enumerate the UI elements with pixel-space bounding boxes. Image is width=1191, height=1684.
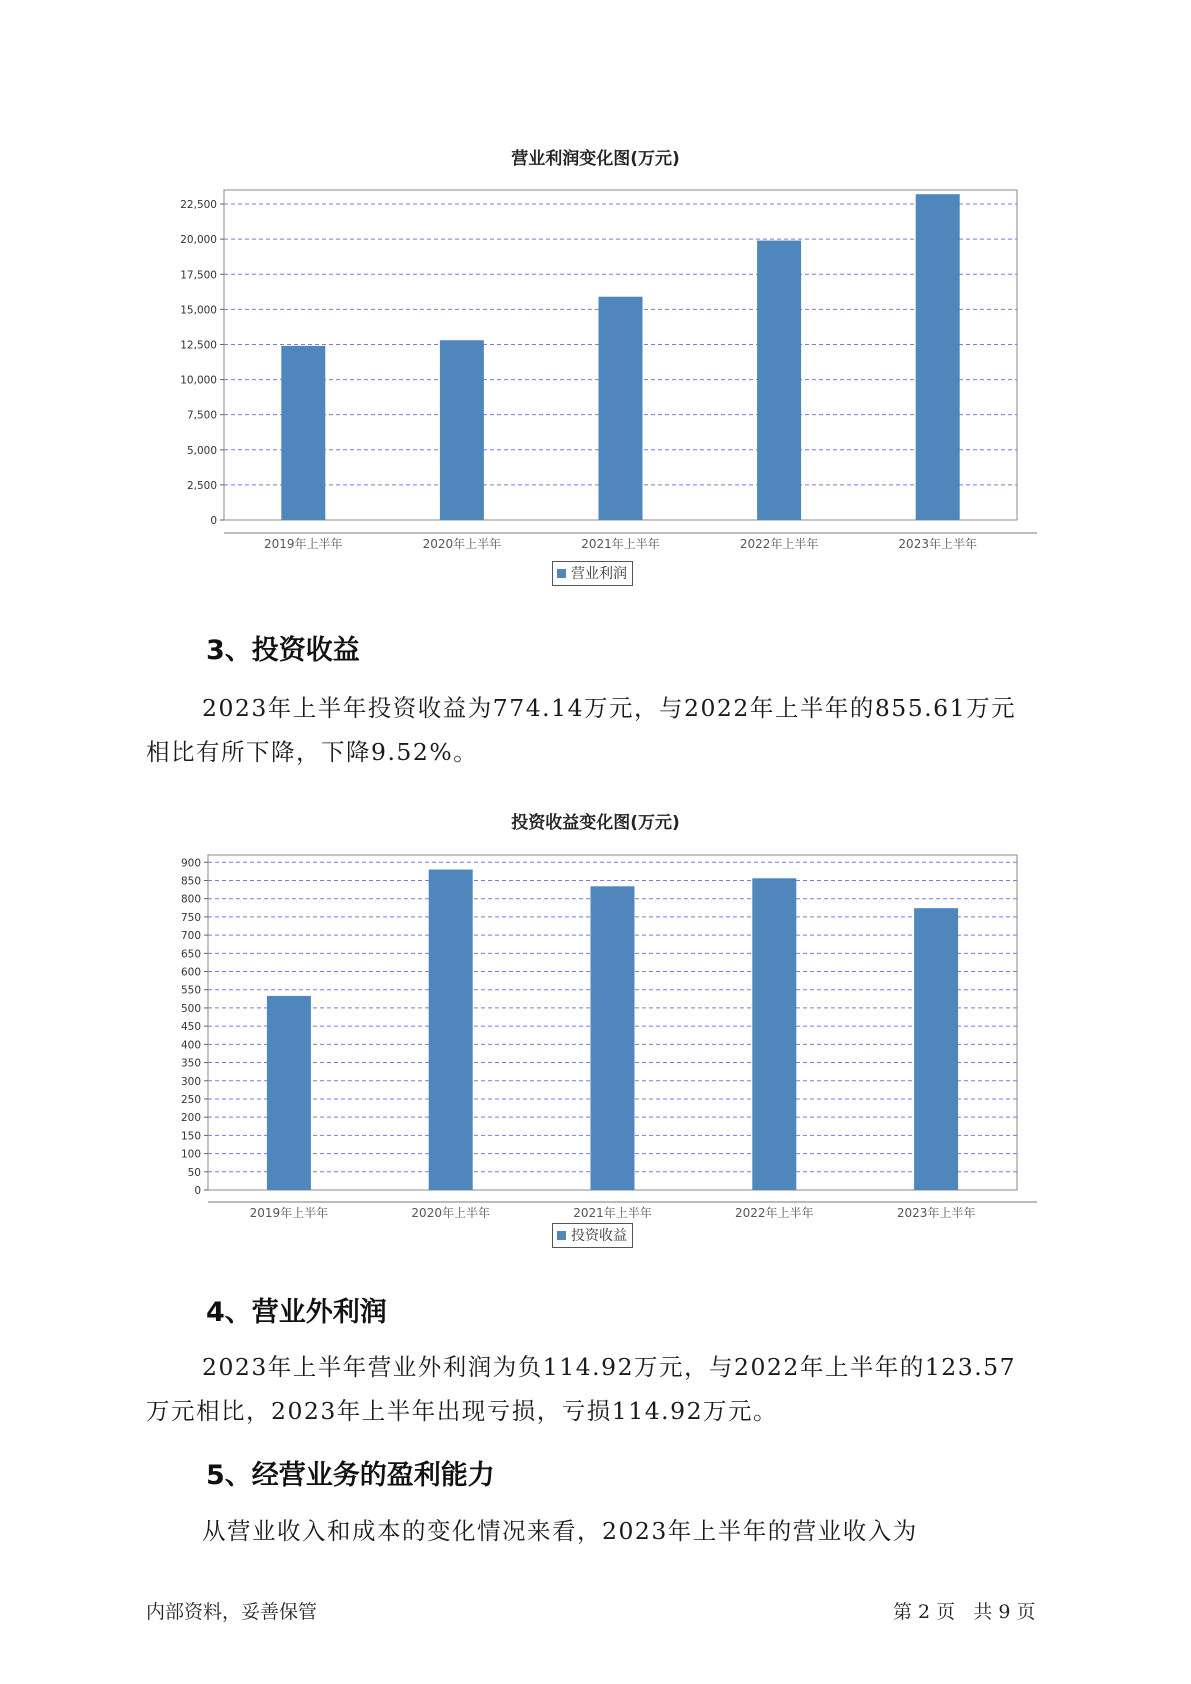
y-tick-label: 7,500	[186, 409, 217, 422]
y-tick-label: 700	[180, 930, 201, 943]
y-tick-label: 750	[180, 911, 201, 924]
x-tick-label: 2022年上半年	[739, 537, 819, 551]
y-tick-label: 800	[180, 893, 201, 906]
y-tick-label: 550	[180, 984, 201, 997]
y-tick-label: 12,500	[180, 339, 217, 352]
y-tick-label: 400	[180, 1039, 201, 1052]
y-tick-label: 17,500	[180, 269, 217, 282]
legend-label: 投资收益	[571, 1228, 627, 1244]
x-tick-label: 2019年上半年	[249, 1206, 329, 1220]
paragraph-line: 相比有所下降，下降9.52%。	[146, 738, 479, 766]
y-tick-label: 20,000	[180, 234, 217, 247]
y-tick-label: 0	[194, 1185, 201, 1197]
x-tick-label: 2023年上半年	[898, 537, 977, 551]
y-tick-label: 500	[180, 1002, 201, 1015]
chart-title: 投资收益变化图(万元)	[511, 813, 680, 833]
section-heading-profitability: 5、经营业务的盈利能力	[206, 1460, 495, 1491]
x-tick-label: 2020年上半年	[422, 537, 502, 551]
y-tick-label: 300	[180, 1075, 201, 1088]
bar	[914, 908, 958, 1190]
section-heading-investment-income: 3、投资收益	[206, 635, 360, 666]
bar	[752, 878, 796, 1190]
y-tick-label: 200	[180, 1112, 201, 1125]
y-tick-label: 0	[210, 515, 217, 527]
paragraph-line: 2023年上半年营业外利润为负114.92万元，与2022年上半年的123.57	[202, 1353, 1017, 1381]
x-tick-label: 2019年上半年	[264, 537, 343, 551]
y-tick-label: 250	[180, 1093, 201, 1106]
y-tick-label: 10,000	[180, 374, 217, 387]
paragraph-line: 2023年上半年投资收益为774.14万元，与2022年上半年的855.61万元	[202, 694, 1017, 722]
footer-confidential-note: 内部资料，妥善保管	[146, 1601, 318, 1623]
y-tick-label: 650	[180, 948, 201, 961]
y-tick-label: 50	[187, 1166, 201, 1179]
y-tick-label: 150	[180, 1130, 201, 1143]
x-tick-label: 2022年上半年	[735, 1206, 814, 1220]
bar	[267, 996, 311, 1190]
y-tick-label: 15,000	[180, 304, 217, 317]
paragraph-profitability	[146, 1509, 1046, 1553]
paragraph-line: 从营业收入和成本的变化情况来看，2023年上半年的营业收入为	[202, 1517, 918, 1545]
chart-title: 营业利润变化图(万元)	[511, 149, 680, 169]
bar	[591, 886, 635, 1190]
legend-swatch	[557, 1231, 566, 1240]
y-tick-label: 100	[180, 1148, 201, 1161]
footer-page-number: 第 2 页 共 9 页	[893, 1601, 1036, 1623]
y-tick-label: 350	[180, 1057, 201, 1070]
x-tick-label: 2020年上半年	[411, 1206, 490, 1220]
y-tick-label: 450	[180, 1021, 201, 1034]
paragraph-line: 万元相比，2023年上半年出现亏损，亏损114.92万元。	[146, 1397, 779, 1425]
y-tick-label: 900	[180, 857, 201, 870]
y-tick-label: 600	[180, 966, 201, 979]
section-heading-non-operating-profit: 4、营业外利润	[206, 1297, 387, 1328]
x-tick-label: 2021年上半年	[573, 1206, 652, 1220]
y-tick-label: 22,500	[180, 199, 217, 212]
x-tick-label: 2023年上半年	[896, 1206, 976, 1220]
paragraph-non-operating-profit	[146, 1345, 1046, 1433]
chart-legend	[552, 1223, 633, 1248]
legend-label: 营业利润	[571, 566, 627, 582]
y-tick-label: 2,500	[186, 479, 217, 492]
bar	[429, 870, 473, 1190]
x-tick-label: 2021年上半年	[581, 537, 660, 551]
y-tick-label: 850	[180, 875, 201, 888]
y-tick-label: 5,000	[186, 444, 217, 457]
